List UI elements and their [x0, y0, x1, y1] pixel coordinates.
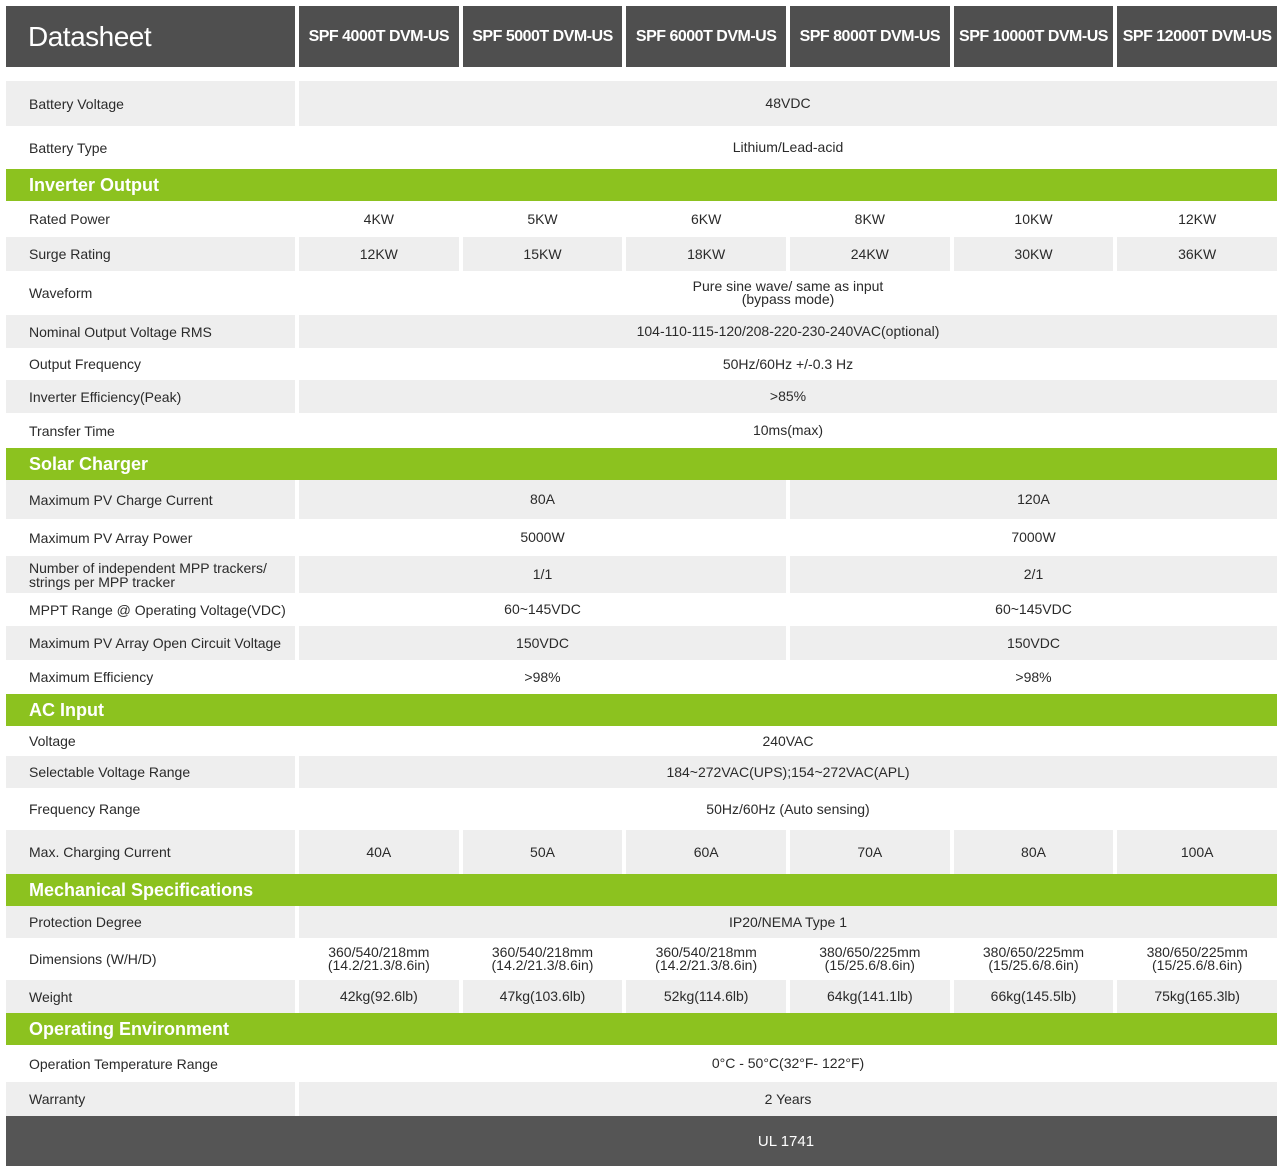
spec-value-line: (bypass mode) — [741, 291, 835, 307]
spec-value: 50Hz/60Hz (Auto sensing) — [299, 788, 1277, 830]
spec-label: Frequency Range — [6, 788, 295, 830]
spec-value: 10ms(max) — [299, 413, 1277, 448]
spec-value: 2/1 — [790, 556, 1277, 593]
spec-value: 12KW — [299, 237, 459, 271]
spec-value: 5KW — [463, 201, 623, 237]
spec-value: 80A — [299, 480, 786, 519]
spec-value: 104-110-115-120/208-220-230-240VAC(optional) — [299, 315, 1277, 348]
model-column-header: SPF 12000T DVM-US — [1117, 6, 1277, 67]
section-header-inverter-output: Inverter Output — [6, 169, 1277, 201]
spec-value: 80A — [954, 830, 1114, 874]
spec-label: Battery Type — [6, 126, 295, 169]
spec-value-line: (14.2/21.3/8.6in) — [491, 957, 594, 973]
certification-value: UL 1741 — [757, 1132, 815, 1150]
model-column-header: SPF 5000T DVM-US — [463, 6, 623, 67]
spec-row-frequency-range — [6, 788, 1277, 830]
spec-row-waveform — [6, 271, 1277, 315]
spec-value: 64kg(141.1lb) — [790, 980, 950, 1013]
spec-row-rated-power — [6, 201, 1277, 237]
spec-row-open-circuit-voltage — [6, 626, 1277, 660]
spec-row-dimensions — [6, 938, 1277, 980]
spec-value: 18KW — [626, 237, 786, 271]
spec-value-line: (14.2/21.3/8.6in) — [327, 957, 430, 973]
spec-value-line: 380/650/225mm — [1146, 944, 1248, 960]
spec-value: 120A — [790, 480, 1277, 519]
spec-value: 30KW — [954, 237, 1114, 271]
spec-value-line: 360/540/218mm — [655, 944, 757, 960]
spec-label: Maximum Efficiency — [6, 660, 295, 694]
spec-value: >85% — [299, 380, 1277, 413]
spec-value: 10KW — [954, 201, 1114, 237]
spec-label: Inverter Efficiency(Peak) — [6, 380, 295, 413]
spec-label: Transfer Time — [6, 413, 295, 448]
spec-row-transfer-time — [6, 413, 1277, 448]
spec-row-selectable-voltage-range — [6, 756, 1277, 788]
spec-label: Weight — [6, 980, 295, 1013]
spec-value: 184~272VAC(UPS);154~272VAC(APL) — [299, 756, 1277, 788]
spec-value: 240VAC — [299, 726, 1277, 756]
spec-value: 150VDC — [299, 626, 786, 660]
spec-row-operation-temperature — [6, 1045, 1277, 1082]
spec-value-line: 380/650/225mm — [982, 944, 1085, 960]
spec-label: Voltage — [6, 726, 295, 756]
spec-value: 60~145VDC — [299, 593, 786, 626]
spec-label: Operation Temperature Range — [6, 1045, 295, 1082]
spec-label: Maximum PV Array Power — [6, 519, 295, 556]
spec-value: 50A — [463, 830, 623, 874]
spec-value: >98% — [299, 660, 786, 694]
spec-label — [6, 556, 295, 593]
spec-value: 7000W — [790, 519, 1277, 556]
spec-value: 47kg(103.6lb) — [463, 980, 623, 1013]
spec-value — [299, 938, 459, 980]
spec-value-line: (15/25.6/8.6in) — [1152, 957, 1243, 973]
spec-value — [299, 271, 1277, 315]
spec-label-line: strings per MPP tracker — [29, 573, 176, 590]
spec-value: 8KW — [790, 201, 950, 237]
spec-row-max-efficiency — [6, 660, 1277, 694]
model-column-header: SPF 10000T DVM-US — [954, 6, 1114, 67]
spec-value — [626, 938, 786, 980]
spec-row-battery-voltage — [6, 81, 1277, 126]
spec-value-line: Pure sine wave/ same as input — [692, 278, 884, 294]
spec-value: 150VDC — [790, 626, 1277, 660]
spec-value: 40A — [299, 830, 459, 874]
spec-value-line: 360/540/218mm — [328, 944, 430, 960]
spec-label: Output Frequency — [6, 348, 295, 380]
spec-value: 4KW — [299, 201, 459, 237]
spec-row-pv-charge-current — [6, 480, 1277, 519]
spec-value-line: 360/540/218mm — [491, 944, 594, 960]
spec-row-ac-voltage — [6, 726, 1277, 756]
spec-label: Dimensions (W/H/D) — [6, 938, 295, 980]
spec-row-warranty — [6, 1082, 1277, 1116]
spec-value: 1/1 — [299, 556, 786, 593]
spec-row-nominal-output-voltage — [6, 315, 1277, 348]
spec-label: Warranty — [6, 1082, 295, 1116]
spec-value: 2 Years — [299, 1082, 1277, 1116]
spec-value: 6KW — [626, 201, 786, 237]
datasheet — [6, 6, 1277, 1116]
spec-value: 12KW — [1117, 201, 1277, 237]
spec-label: Maximum PV Array Open Circuit Voltage — [6, 626, 295, 660]
datasheet-title: Datasheet — [6, 6, 295, 67]
spec-value: 42kg(92.6lb) — [299, 980, 459, 1013]
section-header-operating-environment: Operating Environment — [6, 1013, 1277, 1045]
spec-label: Rated Power — [6, 201, 295, 237]
spec-label: Selectable Voltage Range — [6, 756, 295, 788]
spec-value: Lithium/Lead-acid — [299, 126, 1277, 169]
spec-value: IP20/NEMA Type 1 — [299, 906, 1277, 938]
spec-value-line: 380/650/225mm — [819, 944, 921, 960]
spec-label-line: Number of independent MPP trackers/ — [29, 559, 267, 576]
spec-value: 36KW — [1117, 237, 1277, 271]
spec-value: 50Hz/60Hz +/-0.3 Hz — [299, 348, 1277, 380]
spec-value: 15KW — [463, 237, 623, 271]
spec-row-output-frequency — [6, 348, 1277, 380]
spec-row-protection-degree — [6, 906, 1277, 938]
spec-value: >98% — [790, 660, 1277, 694]
spec-row-weight — [6, 980, 1277, 1013]
spec-value — [954, 938, 1114, 980]
spec-value: 5000W — [299, 519, 786, 556]
spec-label: Max. Charging Current — [6, 830, 295, 874]
spec-value: 75kg(165.3lb) — [1117, 980, 1277, 1013]
spec-value: 52kg(114.6lb) — [626, 980, 786, 1013]
spec-value — [463, 938, 623, 980]
spec-value: 60~145VDC — [790, 593, 1277, 626]
spec-label: Waveform — [6, 271, 295, 315]
header-row — [6, 6, 1277, 67]
spec-value: 60A — [626, 830, 786, 874]
spec-row-surge-rating — [6, 237, 1277, 271]
spec-value-line: (15/25.6/8.6in) — [988, 957, 1079, 973]
footer-certification-bar — [6, 1116, 1277, 1166]
spec-value: 24KW — [790, 237, 950, 271]
spec-row-mpp-trackers — [6, 556, 1277, 593]
spec-label: Maximum PV Charge Current — [6, 480, 295, 519]
model-column-header: SPF 8000T DVM-US — [790, 6, 950, 67]
spec-value: 70A — [790, 830, 950, 874]
spec-value: 100A — [1117, 830, 1277, 874]
spec-value — [1117, 938, 1277, 980]
model-column-header: SPF 6000T DVM-US — [626, 6, 786, 67]
spec-row-max-charging-current — [6, 830, 1277, 874]
spec-row-inverter-efficiency — [6, 380, 1277, 413]
spec-value — [790, 938, 950, 980]
spec-row-mppt-range — [6, 593, 1277, 626]
spec-label: Nominal Output Voltage RMS — [6, 315, 295, 348]
section-header-ac-input: AC Input — [6, 694, 1277, 726]
spec-row-pv-array-power — [6, 519, 1277, 556]
spec-label: Battery Voltage — [6, 81, 295, 126]
spec-row-battery-type — [6, 126, 1277, 169]
section-header-solar-charger: Solar Charger — [6, 448, 1277, 480]
spec-value-line: (15/25.6/8.6in) — [824, 957, 915, 973]
model-column-header: SPF 4000T DVM-US — [299, 6, 459, 67]
spec-value-line: (14.2/21.3/8.6in) — [655, 957, 758, 973]
spec-value: 0°C - 50°C(32°F- 122°F) — [299, 1045, 1277, 1082]
section-header-mechanical-specifications: Mechanical Specifications — [6, 874, 1277, 906]
spec-label: Surge Rating — [6, 237, 295, 271]
spec-value: 66kg(145.5lb) — [954, 980, 1114, 1013]
spec-label: MPPT Range @ Operating Voltage(VDC) — [6, 593, 295, 626]
spec-label: Protection Degree — [6, 906, 295, 938]
spec-value: 48VDC — [299, 81, 1277, 126]
